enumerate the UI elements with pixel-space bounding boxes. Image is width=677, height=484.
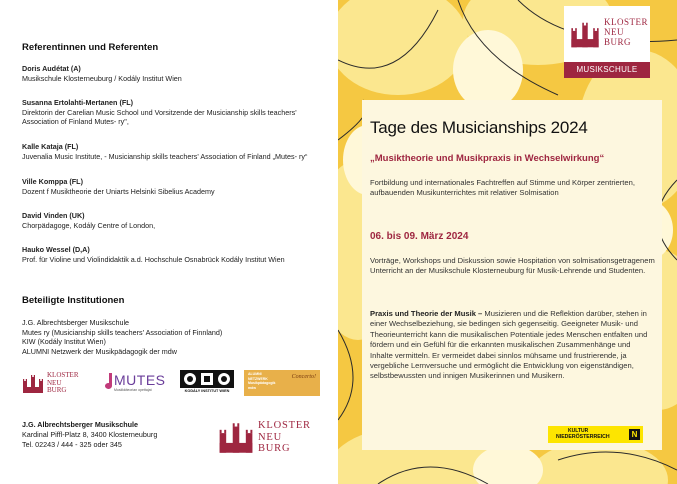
alumni-right-text: Concerto! (291, 374, 316, 380)
referent-name: Doris Audétat (A) (22, 64, 81, 73)
noe-mark-icon: N (629, 429, 640, 440)
kultur-text: KULTUR (568, 428, 589, 434)
subtitle: „Musiktheorie und Musikpraxis in Wechselwirkung“ (370, 153, 605, 164)
brand-text: KLOSTER NEU BURG (604, 17, 648, 47)
address-street: Kardinal Piffl-Platz 8, 3400 Klosterneuburg (22, 430, 158, 439)
page-title: Tage des Musicianships 2024 (370, 118, 588, 137)
institution-item: KIW (Kodály Institut Wien) (22, 337, 106, 347)
klosterneuburg-text: KLOSTER NEU BURG (47, 371, 79, 394)
kultur-niederoesterreich-logo (548, 426, 643, 443)
institution-item: Mutes ry (Musicianship skills teachers' Association of Finnland) (22, 327, 223, 337)
referent-1 (22, 64, 332, 83)
mutes-logo (102, 370, 167, 396)
referent-desc: Juvenalia Music Institute, - Musicianship skills teachers' Association of Finland „Mutes- ry“ (22, 151, 308, 161)
alumni-text: ALUMNI NETZWERK Musikpädagogik mdw (248, 372, 276, 390)
praxis-text (370, 309, 655, 382)
referent-3 (22, 142, 332, 161)
referent-name: Ville Komppa (FL) (22, 177, 83, 186)
institution-logos (22, 370, 322, 396)
referent-name: Kalle Kataja (FL) (22, 142, 79, 151)
referent-name: Susanna Ertolahti-Mertanen (FL) (22, 98, 134, 107)
event-date: 06. bis 09. März 2024 (370, 231, 469, 242)
brand-band: MUSIKSCHULE (564, 62, 650, 78)
referent-desc: Chorpädagoge, Kodály Centre of London, (22, 220, 156, 230)
niederoesterreich-text: NIEDERÖSTERREICH (556, 434, 610, 440)
praxis-body: Musizieren und die Reflektion darüber, stehen in einer Wechselbeziehung, sie bedingen sich gegenseitig. Geeigneter Musik- und Theorieunterricht kann die musikalischen Potentiale jedes Menschen entfalten und fördern und ein Gefühl für die erkannten musikalischen Zusammenhänge und Inhalte vermitteln. Er vermeidet dabei sinnlos mühsame und frustrierende, ja vergebliche Lernversuche und ermöglicht die Entwicklung von eigenständigen, selbstbewussten und innigen Musikerinnen und Musikern. (370, 309, 648, 381)
address-title: J.G. Albrechtsberger Musikschule (22, 420, 138, 429)
referent-desc: Direktorin der Carelian Music School und Vorsitzende der Musicianship skills teachers' (22, 107, 297, 117)
praxis-heading: Praxis und Theorie der Musik – (370, 309, 483, 318)
referent-name: Hauko Wessel (D,A) (22, 245, 90, 254)
referent-4 (22, 177, 332, 196)
musikschule-brand-logo (564, 6, 650, 78)
institution-item: J.G. Albrechtsberger Musikschule (22, 318, 130, 327)
institution-item: ALUMNI Netzwerk der Musikpädagogik der mdw (22, 346, 177, 356)
kodaly-mark-icon (180, 370, 234, 388)
kodaly-text: KODÁLY INSTITUT WIEN (184, 389, 230, 393)
institutions-title: Beteiligte Institutionen (22, 295, 125, 306)
institutions-list (22, 318, 332, 356)
referents-title: Referentinnen und Referenten (22, 42, 159, 53)
referent-desc: Association of Finland Mutes- ry", (22, 117, 129, 127)
referent-name: David Vinden (UK) (22, 211, 85, 220)
kodaly-logo (180, 370, 234, 396)
right-panel (338, 0, 677, 484)
referent-desc: Prof. für Violine und Violindidaktik a.d. Hochschule Osnabrück Kodály Institut Wien (22, 254, 285, 264)
referent-desc: Musikschule Klosterneuburg / Kodály Institut Wien (22, 73, 182, 83)
mutes-text: MUTES (114, 372, 166, 388)
referent-2 (22, 98, 332, 127)
referent-5 (22, 211, 332, 230)
klosterneuburg-logo-large (218, 418, 318, 458)
klosterneuburg-large-text: KLOSTER NEU BURG (258, 420, 311, 454)
mutes-subtext: Musiikkiteorian opettajat (114, 388, 152, 392)
referent-6 (22, 245, 332, 264)
castle-icon (22, 373, 44, 395)
klosterneuburg-logo (22, 370, 92, 396)
address-phone: Tel. 02243 / 444 - 325 oder 345 (22, 440, 122, 449)
referent-desc: Dozent f Musiktheorie der Uniarts Helsinki Sibelius Academy (22, 186, 215, 196)
address-block (22, 420, 157, 450)
alumni-logo (244, 370, 320, 396)
castle-icon (218, 420, 254, 456)
program-text: Vorträge, Workshops und Diskussion sowie Hospitation von solmisationsgetragenem Unterricht an der Musikschule Klosterneuburg für Musik-Lehrende und Studenten. (370, 256, 655, 276)
content-card (362, 100, 662, 450)
left-panel (0, 0, 338, 484)
intro-text: Fortbildung und internationales Fachtreffen auf Stimme und Körper zentrierten, aufbauenden Musikunterrichtes mit relativer Solmisation (370, 178, 635, 198)
castle-icon (570, 20, 600, 50)
